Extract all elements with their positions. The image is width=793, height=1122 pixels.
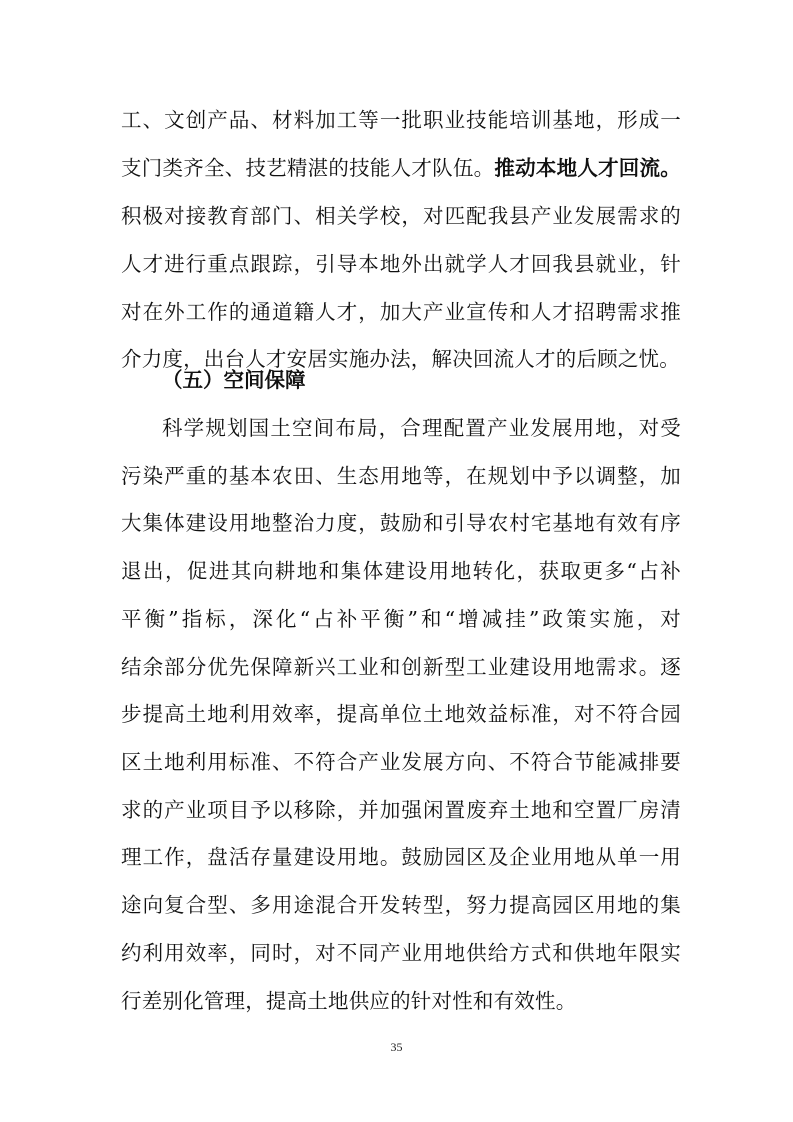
paragraph-line: 约利用效率，同时，对不同产业用地供给方式和供地年限实 (121, 941, 681, 965)
paragraph-line: 污染严重的基本农田、生态用地等，在规划中予以调整，加 (121, 464, 681, 488)
section-heading: （五）空间保障 (162, 368, 306, 392)
paragraph-line: 工、文创产品、材料加工等一批职业技能培训基地，形成一 (121, 108, 681, 132)
paragraph-line: 结余部分优先保障新兴工业和创新型工业建设用地需求。逐 (121, 655, 681, 679)
paragraph-line: 理工作，盘活存量建设用地。鼓励园区及企业用地从单一用 (121, 845, 681, 869)
paragraph-line: 人才进行重点跟踪，引导本地外出就学人才回我县就业，针 (121, 252, 681, 276)
paragraph-line: 科学规划国土空间布局，合理配置产业发展用地，对受 (162, 416, 681, 440)
paragraph-line: 区土地利用标准、不符合产业发展方向、不符合节能减排要 (121, 750, 681, 774)
paragraph-line: 行差别化管理，提高土地供应的针对性和有效性。 (121, 989, 577, 1013)
paragraph-line: 平衡”指标，深化“占补平衡”和“增减挂”政策实施，对 (121, 607, 681, 631)
bold-phrase: 推动本地人才回流。 (494, 156, 681, 180)
paragraph-line: 求的产业项目予以移除，并加强闲置废弃土地和空置厂房清 (121, 798, 681, 822)
paragraph-line: 退出，促进其向耕地和集体建设用地转化，获取更多“占补 (121, 559, 681, 583)
paragraph-line (121, 145, 681, 191)
paragraph-text: 支门类齐全、技艺精湛的技能人才队伍。 (121, 156, 495, 180)
paragraph-line: 途向复合型、多用途混合开发转型，努力提高园区用地的集 (121, 893, 681, 917)
paragraph-line: 步提高土地利用效率，提高单位土地效益标准，对不符合园 (121, 702, 681, 726)
paragraph-line: 介力度，出台人才安居实施办法，解决回流人才的后顾之忧。 (121, 347, 680, 371)
page-number: 35 (390, 1040, 403, 1054)
paragraph-line: 大集体建设用地整治力度，鼓励和引导农村宅基地有效有序 (121, 511, 681, 535)
paragraph-line: 对在外工作的通道籍人才，加大产业宣传和人才招聘需求推 (121, 300, 681, 324)
paragraph-line: 积极对接教育部门、相关学校，对匹配我县产业发展需求的 (121, 204, 681, 228)
